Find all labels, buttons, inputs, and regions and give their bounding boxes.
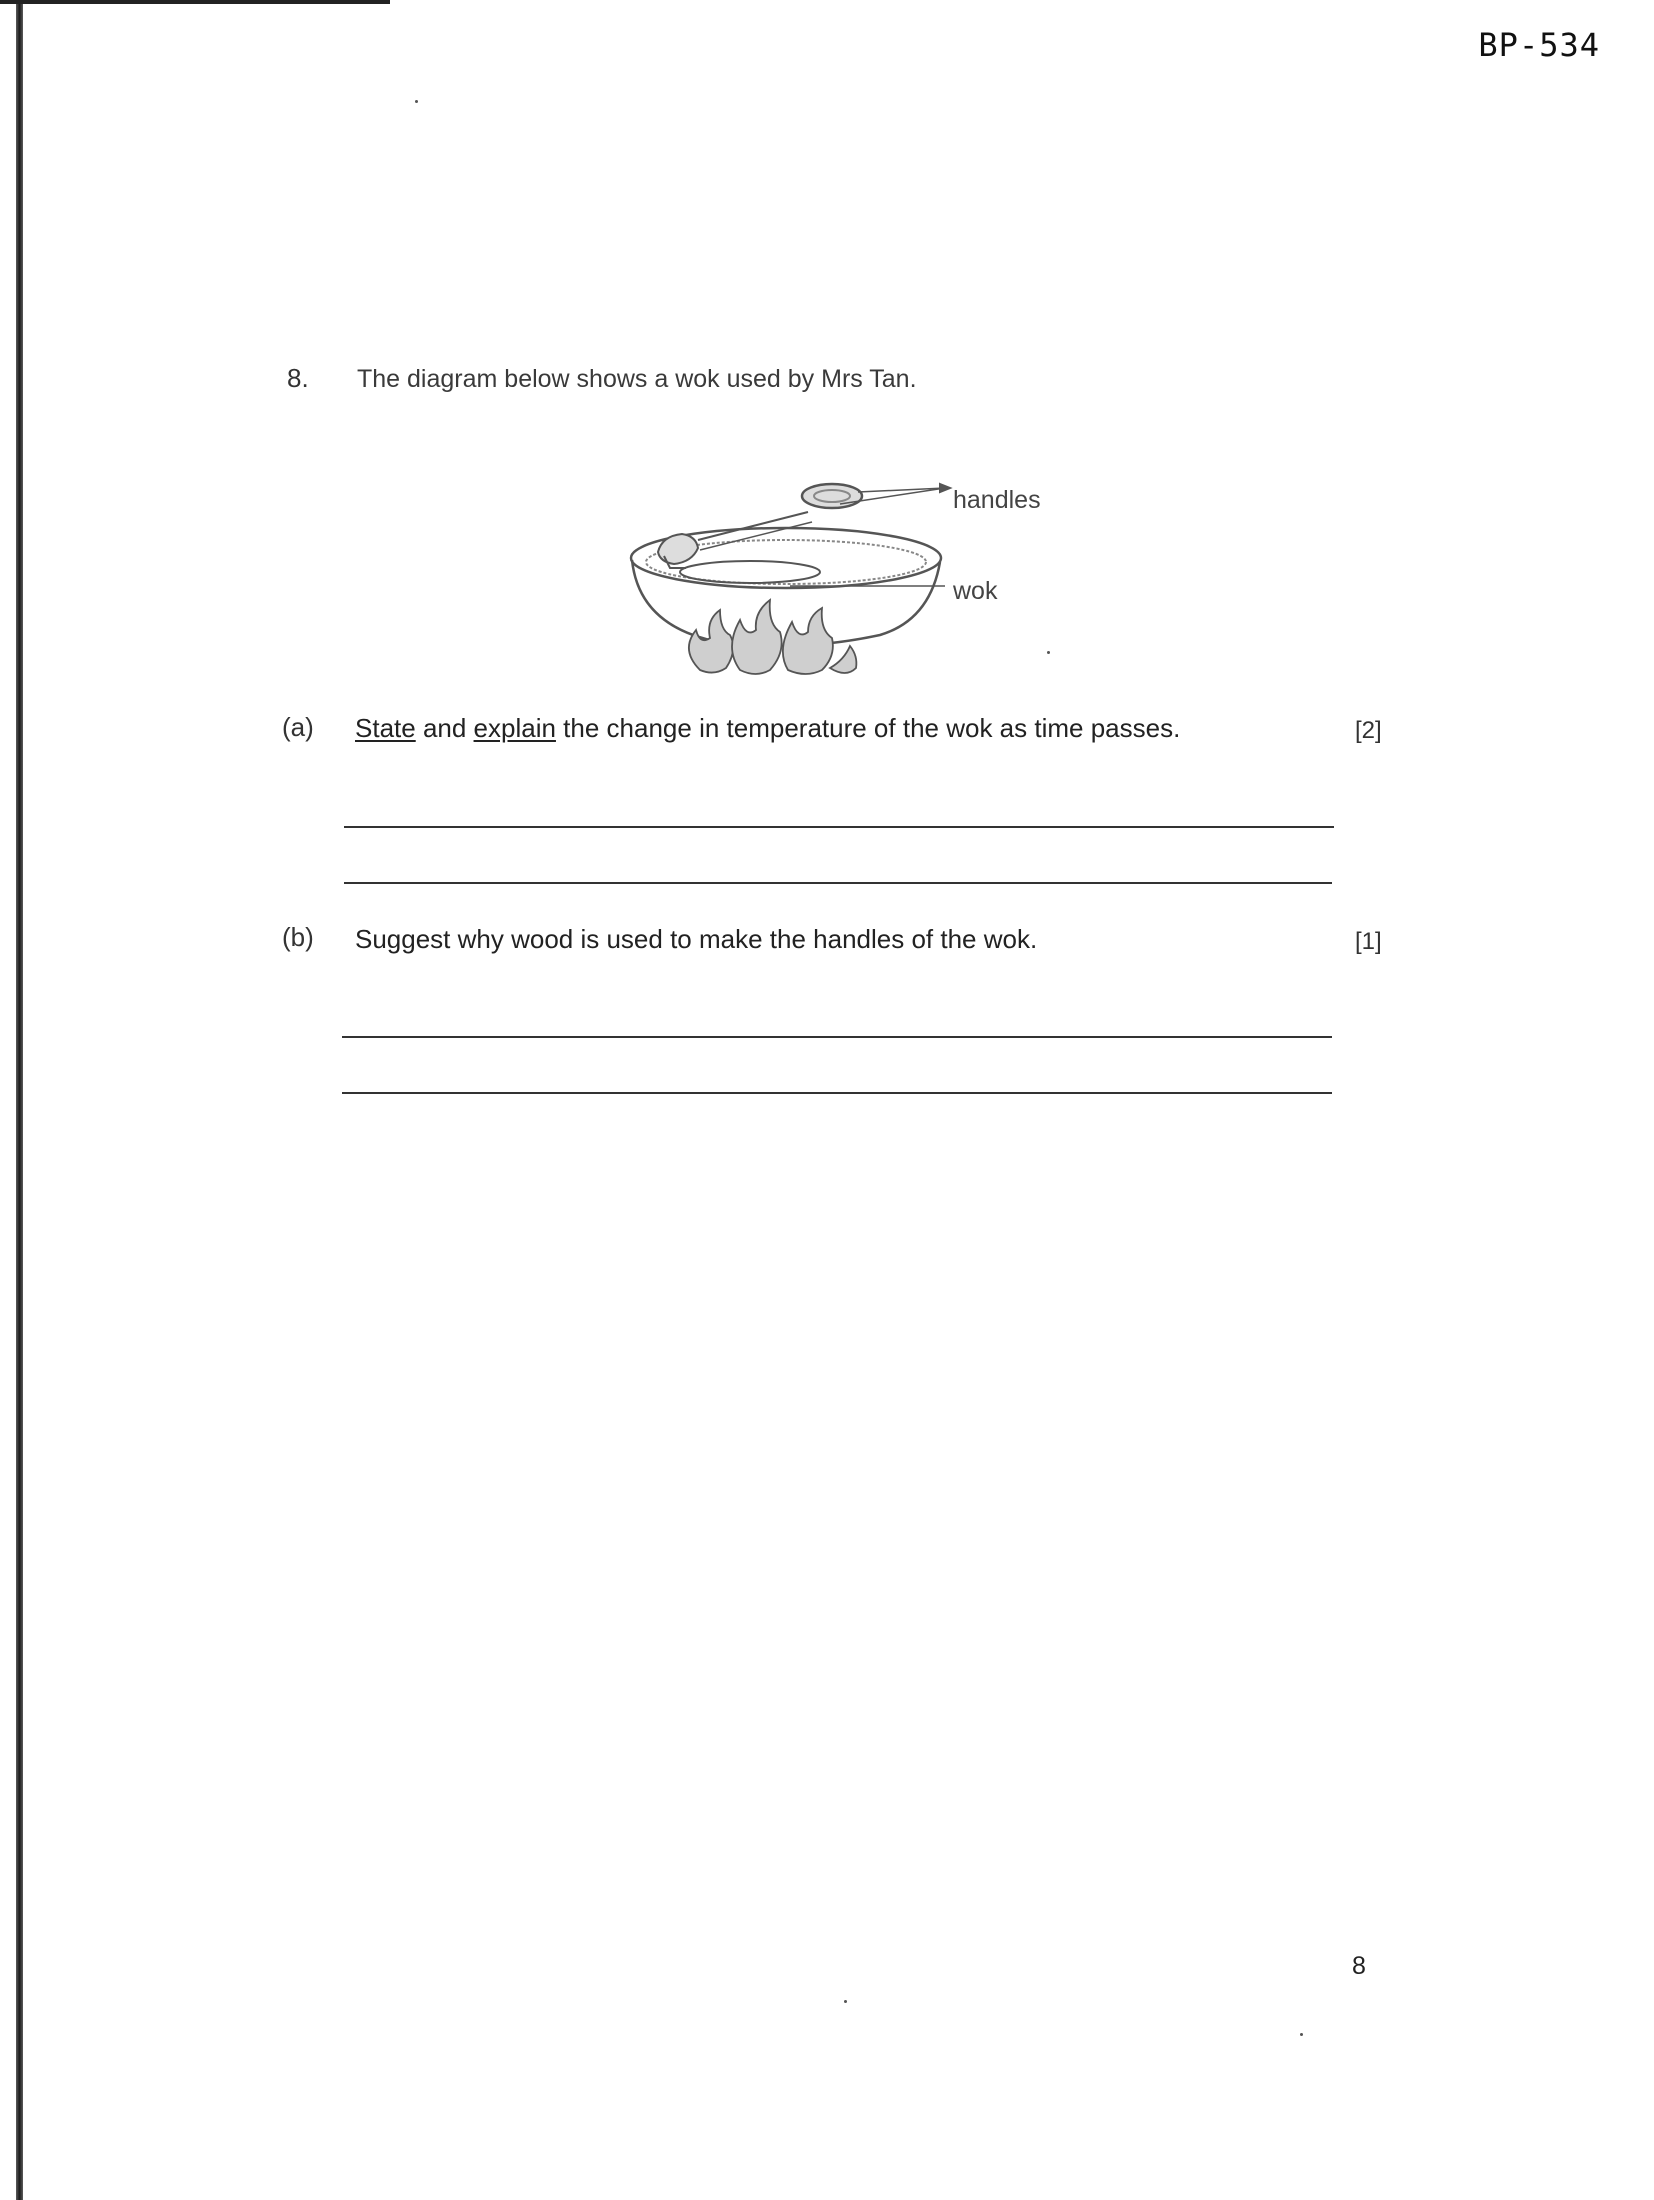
part-a-label: (a)	[282, 712, 314, 742]
keyword-state: State	[355, 713, 416, 743]
part-b-marks: [1]	[1355, 928, 1382, 955]
answer-line[interactable]	[342, 1036, 1332, 1038]
question-text: The diagram below shows a wok used by Mrs Tan.	[357, 365, 917, 393]
question-number: 8.	[287, 363, 309, 393]
scan-speck	[415, 100, 418, 103]
wok-bottom	[680, 561, 820, 583]
scan-edge	[16, 0, 23, 2200]
right-handle	[802, 484, 862, 508]
scan-edge-top	[0, 0, 390, 4]
answer-line[interactable]	[344, 826, 1334, 828]
answer-line[interactable]	[344, 882, 1332, 884]
keyword-explain: explain	[473, 713, 556, 743]
scan-speck	[1047, 651, 1050, 654]
page-number: 8	[1352, 1952, 1366, 1980]
label-handles: handles	[953, 486, 1041, 514]
scan-speck	[844, 2000, 847, 2003]
label-wok: wok	[953, 577, 998, 605]
part-b-text: Suggest why wood is used to make the handles of the wok.	[355, 924, 1038, 954]
answer-line[interactable]	[342, 1092, 1332, 1094]
part-a-marks: [2]	[1355, 717, 1382, 744]
handle-rod	[698, 512, 808, 540]
part-a-text: State and explain the change in temperature of the wok as time passes.	[355, 713, 1181, 743]
flames	[689, 600, 857, 674]
part-b-label: (b)	[282, 922, 314, 952]
scan-speck	[1300, 2033, 1303, 2036]
document-code: BP-534	[1478, 26, 1600, 64]
